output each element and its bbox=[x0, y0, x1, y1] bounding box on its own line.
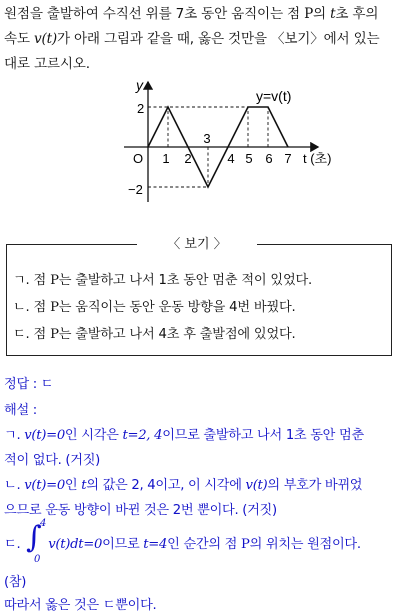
solution-item-2-cont: 으므로 운동 방향이 바뀐 것은 2번 뿐이다. (거짓) bbox=[4, 503, 277, 518]
integral-upper-limit: 4 bbox=[40, 518, 47, 529]
option-item-2: ㄴ. 점 P는 움직이는 동안 운동 방향을 4번 바꿨다. bbox=[13, 300, 296, 315]
tick-label-3: 3 bbox=[203, 131, 211, 146]
tick-label-1: 1 bbox=[162, 151, 170, 166]
tick-label-2: 2 bbox=[184, 151, 192, 166]
conclusion: 따라서 옳은 것은 ㄷ뿐이다. bbox=[4, 598, 157, 613]
integral-sign: ∫ bbox=[26, 520, 42, 555]
problem-line-2: 속도 v(t)가 아래 그림과 같을 때, 옳은 것만을 〈보기〉에서 있는 bbox=[4, 31, 380, 47]
problem-statement bbox=[4, 2, 396, 77]
solution-item-3: ㄷ. v(t)dt=0이므로 t=4인 순간의 점 P의 위치는 원점이다. bbox=[4, 537, 361, 552]
tick-label-5: 5 bbox=[245, 151, 253, 166]
y-tick-label-neg2: −2 bbox=[128, 182, 143, 197]
answer-line: 정답 : ㄷ bbox=[4, 377, 54, 392]
options-box bbox=[6, 237, 392, 356]
solution-item-3-cont: (참) bbox=[4, 575, 27, 590]
problem-line-3: 대로 고르시오. bbox=[4, 56, 90, 72]
options-box-title: 〈 보기 〉 bbox=[137, 235, 257, 255]
tick-label-4: 4 bbox=[227, 151, 235, 166]
tick-label-6: 6 bbox=[265, 151, 273, 166]
integral-lower-limit: 0 bbox=[34, 554, 41, 565]
velocity-graph bbox=[0, 70, 400, 230]
curve-label: y=v(t) bbox=[256, 88, 292, 104]
tick-label-7: 7 bbox=[284, 151, 292, 166]
problem-line-1: 원점을 출발하여 수직선 위를 7초 동안 움직이는 점 P의 t초 후의 bbox=[4, 6, 379, 22]
solution-item-2: ㄴ. v(t)=0인 t의 값은 2, 4이고, 이 시각에 v(t)의 부호가 바뀌었 bbox=[4, 478, 363, 493]
solution-heading: 해설 : bbox=[4, 403, 37, 418]
solution-item-1-cont: 적이 없다. (거짓) bbox=[4, 453, 101, 468]
origin-label: O bbox=[133, 151, 144, 166]
solution-item-1: ㄱ. v(t)=0인 시각은 t=2, 4이므로 출발하고 나서 1초 동안 멈춘 bbox=[4, 428, 364, 443]
option-item-1: ㄱ. 점 P는 출발하고 나서 1초 동안 멈춘 적이 있었다. bbox=[13, 273, 313, 288]
x-axis-label: t (초) bbox=[303, 151, 332, 166]
y-axis-label: y bbox=[136, 77, 143, 93]
option-item-3: ㄷ. 점 P는 출발하고 나서 4초 후 출발점에 있었다. bbox=[13, 327, 296, 342]
y-tick-label-2: 2 bbox=[137, 101, 145, 116]
